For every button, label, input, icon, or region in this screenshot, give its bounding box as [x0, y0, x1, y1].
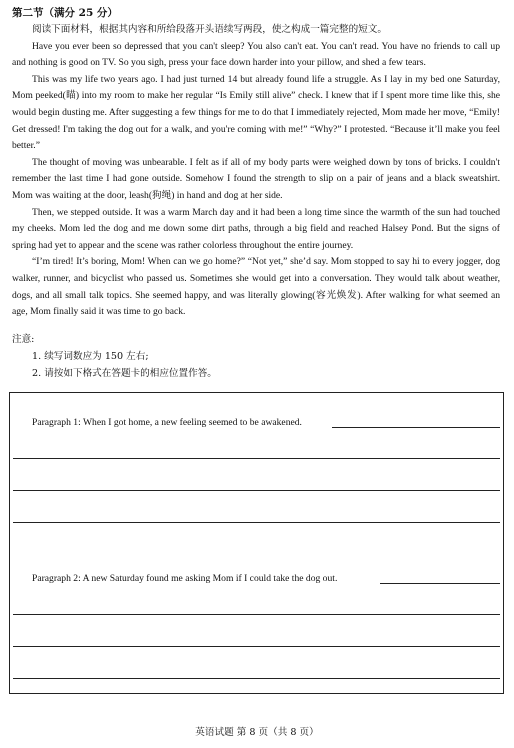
- passage-paragraph-5: “I’m tired! It’s boring, Mom! When can we go home?” “Not yet,” she’d say. Mom stopped to say hi to every jogger, dog walker, runner, and bicyclist who passed us. Sometimes she would get into a conversation. They would talk about weather, dogs, and all small talk topics. She seemed happy, and was literally glowing(容光焕发). After walking for what seemed an age, Mom finally said it was time to go back.: [12, 256, 500, 318]
- passage-paragraph-2: This was my life two years ago. I had just turned 14 but already found life a struggle. As I lay in my bed one Saturday, Mom peeked(瞄) into my room to make her regular “Is Emily still alive” check. I knew that if I spent more time like this, she would begin dusting me. After suggesting a few things for me to do that I immediately rejected, Mom made her move, “Emily! Get dressed! I'm taking the dog out for a walk, and you're coming with me!” “Why?” I protested. “Because it’ll make you feel better.”: [12, 73, 500, 152]
- paragraph-1-prompt: Paragraph 1: When I got home, a new feeling seemed to be awakened.: [32, 417, 302, 428]
- passage-paragraph-1: Have you ever been so depressed that you can't sleep? You also can't eat. You can't read. You have no friends to call up and nothing is good on TV. So you sigh, press your face down harder into your pillow, and shed a few tears.: [12, 40, 500, 69]
- paragraph-1-writing-line[interactable]: [332, 427, 500, 428]
- writing-line[interactable]: [13, 614, 500, 615]
- writing-line[interactable]: [13, 646, 500, 647]
- notes-list: [32, 348, 217, 382]
- passage-paragraph-4: Then, we stepped outside. It was a warm March day and it had been a long time since the warmth of the sun had touched my cheeks. Mom led the dog and me down some dirt paths, through a big field and reached Halsey Pond. But the signs of spring had yet to appear and the scene was rather colorless throughout the entire journey.: [12, 206, 500, 251]
- passage-paragraph-3: The thought of moving was unbearable. I felt as if all of my body parts were weighed down by tons of bricks. I couldn't remember the last time I had gone outside. Somehow I found the strength to slip on a pair of jeans and a black sweatshirt. Mom was waiting at the door, leash(狗绳) in hand and dog at her side.: [12, 156, 500, 201]
- paragraph-2-prompt: Paragraph 2: A new Saturday found me asking Mom if I could take the dog out.: [32, 573, 338, 584]
- writing-line[interactable]: [13, 522, 500, 523]
- writing-line[interactable]: [13, 678, 500, 679]
- writing-line[interactable]: [13, 458, 500, 459]
- notes-title: 注意:: [12, 334, 35, 345]
- section-title: 第二节（满分 25 分）: [12, 7, 118, 19]
- page-footer: 英语试题 第 8 页（共 8 页）: [195, 727, 319, 738]
- instruction-text: 阅读下面材料，根据其内容和所给段落开头语续写两段，使之构成一篇完整的短文。: [32, 24, 387, 35]
- writing-line[interactable]: [13, 490, 500, 491]
- answer-box: [9, 392, 504, 694]
- reading-material: [12, 22, 500, 321]
- paragraph-2-writing-line[interactable]: [380, 583, 500, 584]
- note-item-1: 1. 续写词数应为 150 左右;: [32, 351, 149, 362]
- note-item-2: 2. 请按如下格式在答题卡的相应位置作答。: [32, 368, 217, 379]
